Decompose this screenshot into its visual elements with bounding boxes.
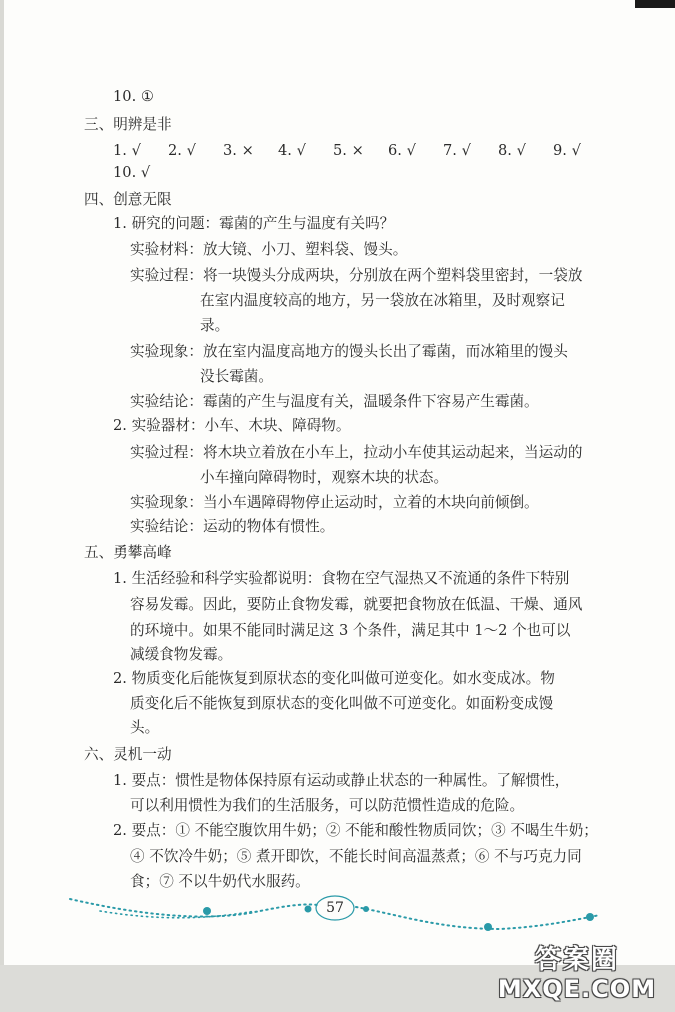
answer-item: 9. √ <box>553 142 581 159</box>
s4-q2-phenomenon: 实验现象：当小车遇障碍物停止运动时，立着的木块向前倾倒。 <box>130 494 539 511</box>
s4-q2-process-1: 实验过程：将木块立着放在小车上，拉动小车使其运动起来，当运动的 <box>130 444 583 461</box>
s4-q1-process-1: 实验过程：将一块馒头分成两块，分别放在两个塑料袋里密封，一袋放 <box>130 267 583 284</box>
watermark-title: 答案圈 <box>534 945 619 975</box>
s4-q2-conclusion: 实验结论：运动的物体有惯性。 <box>130 518 335 535</box>
s5-q2-line-2: 质变化后不能恢复到原状态的变化叫做不可逆变化。如面粉变成馒 <box>130 695 554 712</box>
site-watermark-logo <box>487 945 667 1009</box>
answer-item: 8. √ <box>498 142 526 159</box>
page-number: 57 <box>326 900 344 916</box>
s4-q1-phenomenon-1: 实验现象：放在室内温度高地方的馒头长出了霉菌，而冰箱里的馒头 <box>130 343 568 360</box>
s6-q1-line-1: 1. 要点：惯性是物体保持原有运动或静止状态的一种属性。了解惯性， <box>113 772 570 789</box>
section-5-heading: 五、勇攀高峰 <box>84 544 172 561</box>
dotted-line-left-lower <box>100 911 255 918</box>
answer-item: 2. √ <box>168 142 196 159</box>
section-3-answers-row <box>113 141 581 161</box>
s6-q2-line-2: ④ 不饮冷牛奶；⑤ 煮开即饮，不能长时间高温蒸煮；⑥ 不与巧克力同 <box>130 848 582 865</box>
s5-q1-line-1: 1. 生活经验和科学实验都说明：食物在空气湿热又不流通的条件下特别 <box>113 570 570 587</box>
s5-q1-line-2: 容易发霉。因此，要防止食物发霉，就要把食物放在低温、干燥、通风 <box>130 596 583 613</box>
s5-q2-line-1: 2. 物质变化后能恢复到原状态的变化叫做可逆变化。如水变成冰。物 <box>113 670 555 687</box>
answer-item: 3. × <box>223 142 254 159</box>
section-6-heading: 六、灵机一动 <box>84 746 172 763</box>
s4-q1-process-3: 录。 <box>200 317 230 334</box>
wave-dot <box>586 913 594 921</box>
s5-q1-line-4: 减缓食物发霉。 <box>130 646 233 663</box>
s5-q1-line-3: 的环境中。如果不能同时满足这 3 个条件，满足其中 1～2 个也可以 <box>130 622 571 639</box>
answer-item: 7. √ <box>443 142 471 159</box>
wave-dot <box>484 923 492 931</box>
s4-q2-equipment: 2. 实验器材：小车、木块、障碍物。 <box>113 417 351 434</box>
answer-10-prev: 10. ① <box>113 88 154 105</box>
dotted-line-left <box>70 899 318 917</box>
s6-q2-line-3: 食；⑦ 不以牛奶代水服药。 <box>130 873 310 890</box>
page-left-edge <box>0 0 4 1012</box>
answer-item: 4. √ <box>278 142 306 159</box>
wave-dot <box>363 906 369 912</box>
s4-q1-process-2: 在室内温度较高的地方，另一袋放在冰箱里，及时观察记 <box>200 292 565 309</box>
s4-q1-materials: 实验材料：放大镜、小刀、塑料袋、馒头。 <box>130 241 408 258</box>
watermark-domain: MXQE.COM <box>497 975 657 1003</box>
dotted-line-right <box>356 907 600 929</box>
s4-q1-conclusion: 实验结论：霉菌的产生与温度有关，温暖条件下容易产生霉菌。 <box>130 393 539 410</box>
scan-corner <box>635 0 675 8</box>
answer-item: 5. × <box>333 142 364 159</box>
section-4-heading: 四、创意无限 <box>84 191 172 208</box>
answer-10: 10. √ <box>113 164 151 181</box>
wave-dot <box>203 907 211 915</box>
section-3-heading: 三、明辨是非 <box>84 116 172 133</box>
wave-dot <box>305 906 312 913</box>
s4-q1-question: 1. 研究的问题：霉菌的产生与温度有关吗？ <box>113 215 395 232</box>
answer-item: 1. √ <box>113 142 141 159</box>
answer-item: 6. √ <box>388 142 416 159</box>
s4-q2-process-2: 小车撞向障碍物时，观察木块的状态。 <box>200 469 449 486</box>
s5-q2-line-3: 头。 <box>130 719 160 736</box>
s6-q1-line-2: 可以利用惯性为我们的生活服务，可以防范惯性造成的危险。 <box>130 797 525 814</box>
s6-q2-line-1: 2. 要点：① 不能空腹饮用牛奶；② 不能和酸性物质同饮；③ 不喝生牛奶； <box>113 822 598 839</box>
s4-q1-phenomenon-2: 没长霉菌。 <box>200 368 273 385</box>
